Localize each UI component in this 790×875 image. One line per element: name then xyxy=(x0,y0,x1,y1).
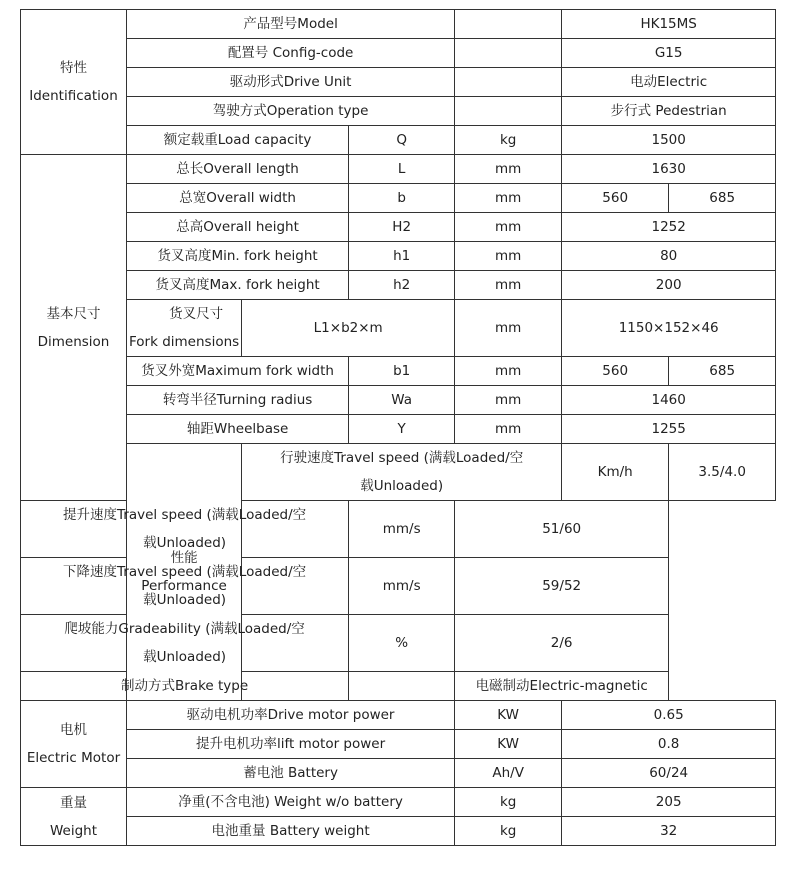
max-fork-symbol: h2 xyxy=(349,271,455,300)
row-min-fork-height xyxy=(21,242,776,271)
config-unit xyxy=(455,39,562,68)
row-battery xyxy=(21,759,776,788)
length-label: 总长Overall length xyxy=(127,155,349,184)
brake-label: 制动方式Brake type xyxy=(21,672,349,701)
drive-label: 驱动形式Drive Unit xyxy=(127,68,455,97)
width-symbol: b xyxy=(349,184,455,213)
wheelbase-label: 轴距Wheelbase xyxy=(127,415,349,444)
max-fork-width-value-b: 685 xyxy=(669,357,776,386)
lift-speed-label: 提升速度Travel speed (满载Loaded/空 载Unloaded) xyxy=(21,501,349,558)
lift-motor-value: 0.8 xyxy=(562,730,776,759)
load-unit: kg xyxy=(455,126,562,155)
operation-label: 驾驶方式Operation type xyxy=(127,97,455,126)
battery-unit: Ah/V xyxy=(455,759,562,788)
model-label: 产品型号Model xyxy=(127,10,455,39)
row-config xyxy=(21,39,776,68)
row-gradeability xyxy=(21,615,776,672)
row-fork-dimensions xyxy=(21,300,776,357)
height-symbol: H2 xyxy=(349,213,455,242)
row-lift-speed xyxy=(21,501,776,558)
row-brake-type xyxy=(21,672,776,701)
row-turning-radius xyxy=(21,386,776,415)
max-fork-width-value-a: 560 xyxy=(562,357,669,386)
height-unit: mm xyxy=(455,213,562,242)
turning-value: 1460 xyxy=(562,386,776,415)
battery-weight-value: 32 xyxy=(562,817,776,846)
row-operation xyxy=(21,97,776,126)
min-fork-symbol: h1 xyxy=(349,242,455,271)
min-fork-label: 货叉高度Min. fork height xyxy=(127,242,349,271)
operation-unit xyxy=(455,97,562,126)
row-load xyxy=(21,126,776,155)
lower-speed-label: 下降速度Travel speed (满载Loaded/空 载Unloaded) xyxy=(21,558,349,615)
row-net-weight xyxy=(21,788,776,817)
wheelbase-symbol: Y xyxy=(349,415,455,444)
battery-weight-label: 电池重量 Battery weight xyxy=(127,817,455,846)
max-fork-width-label: 货叉外宽Maximum fork width xyxy=(127,357,349,386)
group-identification: 特性 Identification xyxy=(21,10,127,155)
row-travel-speed xyxy=(21,444,776,501)
lift-speed-unit: mm/s xyxy=(349,501,455,558)
turning-symbol: Wa xyxy=(349,386,455,415)
battery-weight-unit: kg xyxy=(455,817,562,846)
row-lift-motor xyxy=(21,730,776,759)
lift-motor-unit: KW xyxy=(455,730,562,759)
drive-value: 电动Electric xyxy=(562,68,776,97)
drive-motor-value: 0.65 xyxy=(562,701,776,730)
travel-speed-unit: Km/h xyxy=(562,444,669,501)
drive-unit xyxy=(455,68,562,97)
height-label: 总高Overall height xyxy=(127,213,349,242)
length-symbol: L xyxy=(349,155,455,184)
lift-speed-value: 51/60 xyxy=(455,501,669,558)
row-lowering-speed xyxy=(21,558,776,615)
group-weight: 重量 Weight xyxy=(21,788,127,846)
load-symbol: Q xyxy=(349,126,455,155)
row-width xyxy=(21,184,776,213)
gradeability-value: 2/6 xyxy=(455,615,669,672)
max-fork-unit: mm xyxy=(455,271,562,300)
min-fork-unit: mm xyxy=(455,242,562,271)
drive-motor-label: 驱动电机功率Drive motor power xyxy=(127,701,455,730)
length-unit: mm xyxy=(455,155,562,184)
battery-label: 蓄电池 Battery xyxy=(127,759,455,788)
operation-value: 步行式 Pedestrian xyxy=(562,97,776,126)
row-model xyxy=(21,10,776,39)
fork-dim-value: 1150×152×46 xyxy=(562,300,776,357)
row-drive-motor xyxy=(21,701,776,730)
group-performance: 性能 Performance xyxy=(127,444,242,701)
spec-table xyxy=(20,9,776,846)
config-value: G15 xyxy=(562,39,776,68)
row-drive xyxy=(21,68,776,97)
row-max-fork-width xyxy=(21,357,776,386)
width-value-a: 560 xyxy=(562,184,669,213)
length-value: 1630 xyxy=(562,155,776,184)
brake-unit xyxy=(349,672,455,701)
config-label: 配置号 Config-code xyxy=(127,39,455,68)
row-wheelbase xyxy=(21,415,776,444)
model-unit xyxy=(455,10,562,39)
row-length xyxy=(21,155,776,184)
brake-value: 电磁制动Electric-magnetic xyxy=(455,672,669,701)
max-fork-width-symbol: b1 xyxy=(349,357,455,386)
net-weight-label: 净重(不含电池) Weight w/o battery xyxy=(127,788,455,817)
group-electric-motor: 电机 Electric Motor xyxy=(21,701,127,788)
travel-speed-value: 3.5/4.0 xyxy=(669,444,776,501)
row-max-fork-height xyxy=(21,271,776,300)
gradeability-unit: % xyxy=(349,615,455,672)
width-label: 总宽Overall width xyxy=(127,184,349,213)
load-value: 1500 xyxy=(562,126,776,155)
row-height xyxy=(21,213,776,242)
travel-speed-label: 行驶速度Travel speed (满载Loaded/空 载Unloaded) xyxy=(242,444,562,501)
group-dimension: 基本尺寸 Dimension xyxy=(21,155,127,501)
drive-motor-unit: KW xyxy=(455,701,562,730)
lower-speed-unit: mm/s xyxy=(349,558,455,615)
max-fork-label: 货叉高度Max. fork height xyxy=(127,271,349,300)
wheelbase-unit: mm xyxy=(455,415,562,444)
min-fork-value: 80 xyxy=(562,242,776,271)
model-value: HK15MS xyxy=(562,10,776,39)
net-weight-unit: kg xyxy=(455,788,562,817)
battery-value: 60/24 xyxy=(562,759,776,788)
width-unit: mm xyxy=(455,184,562,213)
height-value: 1252 xyxy=(562,213,776,242)
fork-dim-label: 货叉尺寸 Fork dimensions xyxy=(127,300,242,357)
net-weight-value: 205 xyxy=(562,788,776,817)
turning-label: 转弯半径Turning radius xyxy=(127,386,349,415)
fork-dim-unit: mm xyxy=(455,300,562,357)
row-battery-weight xyxy=(21,817,776,846)
lower-speed-value: 59/52 xyxy=(455,558,669,615)
max-fork-width-unit: mm xyxy=(455,357,562,386)
load-label: 额定载重Load capacity xyxy=(127,126,349,155)
wheelbase-value: 1255 xyxy=(562,415,776,444)
width-value-b: 685 xyxy=(669,184,776,213)
turning-unit: mm xyxy=(455,386,562,415)
max-fork-value: 200 xyxy=(562,271,776,300)
fork-dim-symbol: L1×b2×m xyxy=(242,300,455,357)
lift-motor-label: 提升电机功率lift motor power xyxy=(127,730,455,759)
gradeability-label: 爬坡能力Gradeability (满载Loaded/空 载Unloaded) xyxy=(21,615,349,672)
